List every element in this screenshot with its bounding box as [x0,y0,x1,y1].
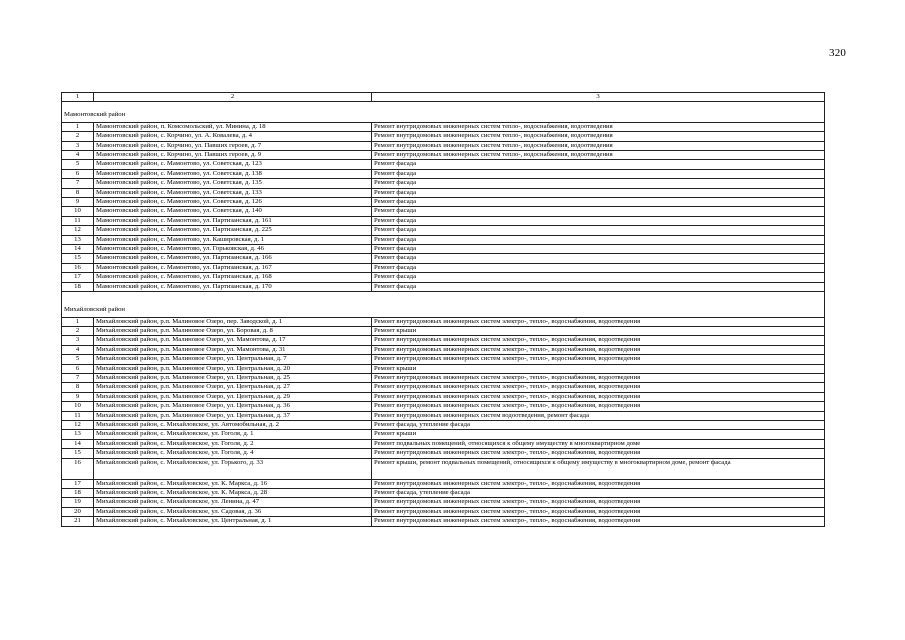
row-number: 21 [62,517,94,526]
table-row [62,188,825,197]
table-row [62,373,825,382]
row-number: 20 [62,507,94,516]
table-row [62,141,825,150]
row-work-type: Ремонт внутридомовых инженерных систем электро-, тепло-, водоснабжения, водоотведения [372,449,825,458]
row-address: Мамонтовский район, п. Комсомольский, ул. Минина, д. 18 [94,122,372,131]
row-number: 18 [62,489,94,498]
row-address: Михайловский район, с. Михайловское, ул. Гоголя, д. 1 [94,430,372,439]
row-address: Мамонтовский район, с. Мамонтово, ул. Советская, д. 135 [94,179,372,188]
row-number: 19 [62,498,94,507]
row-address: Мамонтовский район, с. Корчино, ул. Павших героев, д. 7 [94,141,372,150]
table-body [62,93,825,527]
row-work-type: Ремонт фасада [372,282,825,291]
table-row [62,355,825,364]
row-address: Мамонтовский район, с. Мамонтово, ул. Горьковская, д. 46 [94,245,372,254]
spacer-cell [62,102,825,112]
row-work-type: Ремонт фасада [372,235,825,244]
table-row [62,383,825,392]
table-row [62,282,825,291]
table-row [62,132,825,141]
row-number: 18 [62,282,94,291]
row-work-type: Ремонт крыши, ремонт подвальных помещений, относящихся к общему имуществу в многоквартирном доме, ремонт фасада [372,458,825,479]
row-number: 11 [62,411,94,420]
row-number: 3 [62,141,94,150]
row-work-type: Ремонт внутридомовых инженерных систем электро-, тепло-, водоснабжения, водоотведения [372,336,825,345]
row-work-type: Ремонт внутридомовых инженерных систем электро-, тепло-, водоснабжения, водоотведения [372,317,825,326]
table-row [62,226,825,235]
row-number: 1 [62,122,94,131]
row-work-type: Ремонт крыши [372,430,825,439]
row-address: Михайловский район, р.п. Малиновое Озеро, ул. Мамонтова, д. 31 [94,345,372,354]
row-number: 5 [62,160,94,169]
row-address: Михайловский район, р.п. Малиновое Озеро, ул. Центральная, д. 29 [94,392,372,401]
table-row [62,402,825,411]
row-address: Мамонтовский район, с. Корчино, ул. Павших героев, д. 9 [94,151,372,160]
row-address: Михайловский район, р.п. Малиновое Озеро, ул. Мамонтова, д. 17 [94,336,372,345]
row-number: 12 [62,420,94,429]
table-row [62,507,825,516]
row-number: 13 [62,235,94,244]
row-number: 15 [62,449,94,458]
row-work-type: Ремонт внутридомовых инженерных систем тепло-, водоснабжения, водоотведения [372,132,825,141]
table-row [62,198,825,207]
row-address: Михайловский район, с. Михайловское, ул. Гоголя, д. 4 [94,449,372,458]
row-work-type: Ремонт внутридомовых инженерных систем электро-, тепло-, водоснабжения, водоотведения [372,355,825,364]
row-number: 3 [62,336,94,345]
row-work-type: Ремонт внутридомовых инженерных систем электро-, тепло-, водоснабжения, водоотведения [372,402,825,411]
row-work-type: Ремонт внутридомовых инженерных систем электро-, тепло-, водоснабжения, водоотведения [372,383,825,392]
row-address: Михайловский район, с. Михайловское, ул. К. Маркса, д. 28 [94,489,372,498]
row-number: 12 [62,226,94,235]
row-number: 6 [62,169,94,178]
table-row [62,364,825,373]
row-address: Мамонтовский район, с. Мамонтово, ул. Партизанская, д. 167 [94,263,372,272]
row-number: 10 [62,402,94,411]
repair-register-table [61,92,825,527]
row-address: Михайловский район, р.п. Малиновое Озеро, ул. Центральная, д. 37 [94,411,372,420]
row-number: 10 [62,207,94,216]
row-number: 13 [62,430,94,439]
row-address: Михайловский район, с. Михайловское, ул. Гоголя, д. 2 [94,439,372,448]
row-number: 6 [62,364,94,373]
table-row [62,345,825,354]
row-address: Мамонтовский район, с. Мамонтово, ул. Партизанская, д. 161 [94,216,372,225]
row-work-type: Ремонт внутридомовых инженерных систем электро-, тепло-, водоснабжения, водоотведения [372,517,825,526]
row-number: 17 [62,479,94,488]
district-row [62,111,825,122]
row-address: Мамонтовский район, с. Мамонтово, ул. Советская, д. 138 [94,169,372,178]
table-row [62,169,825,178]
column-number-1: 1 [62,93,94,102]
row-work-type: Ремонт внутридомовых инженерных систем тепло-, водоснабжения, водоотведения [372,151,825,160]
row-address: Михайловский район, с. Михайловское, ул. К. Маркса, д. 16 [94,479,372,488]
table-row [62,160,825,169]
row-address: Михайловский район, р.п. Малиновое Озеро, ул. Центральная, д. 36 [94,402,372,411]
row-work-type: Ремонт фасада [372,179,825,188]
row-work-type: Ремонт фасада [372,169,825,178]
row-work-type: Ремонт внутридомовых инженерных систем электро-, тепло-, водоснабжения, водоотведения [372,373,825,382]
row-work-type: Ремонт фасада [372,207,825,216]
table-row [62,216,825,225]
row-work-type: Ремонт фасада [372,216,825,225]
row-address: Михайловский район, р.п. Малиновое Озеро, ул. Центральная, д. 7 [94,355,372,364]
column-numbers-row [62,93,825,102]
spacer-cell [62,292,825,307]
table-row [62,263,825,272]
row-number: 5 [62,355,94,364]
table-row [62,517,825,526]
column-number-2: 2 [94,93,372,102]
table-row [62,245,825,254]
row-number: 14 [62,245,94,254]
table-row [62,489,825,498]
table-row [62,336,825,345]
row-work-type: Ремонт крыши [372,364,825,373]
table-row [62,392,825,401]
table-row [62,207,825,216]
row-work-type: Ремонт фасада, утепление фасада [372,489,825,498]
row-work-type: Ремонт фасада [372,245,825,254]
row-address: Михайловский район, с. Михайловское, ул. Автомобильная, д. 2 [94,420,372,429]
row-address: Михайловский район, р.п. Малиновое Озеро, пер. Заводской, д. 1 [94,317,372,326]
row-address: Мамонтовский район, с. Мамонтово, ул. Советская, д. 133 [94,188,372,197]
district-row [62,306,825,317]
row-work-type: Ремонт внутридомовых инженерных систем электро-, тепло-, водоснабжения, водоотведения [372,392,825,401]
district-name: Мамонтовский район [62,111,825,122]
row-work-type: Ремонт фасада [372,160,825,169]
table-row [62,420,825,429]
column-number-3: 3 [372,93,825,102]
row-address: Мамонтовский район, с. Мамонтово, ул. Партизанская, д. 166 [94,254,372,263]
page-number: 320 [829,47,847,59]
row-number: 15 [62,254,94,263]
table-row [62,479,825,488]
row-work-type: Ремонт внутридомовых инженерных систем водоотведения, ремонт фасада [372,411,825,420]
row-work-type: Ремонт крыши [372,326,825,335]
row-work-type: Ремонт фасада [372,263,825,272]
row-address: Мамонтовский район, с. Мамонтово, ул. Советская, д. 126 [94,198,372,207]
row-address: Михайловский район, с. Михайловское, ул. Садовая, д. 36 [94,507,372,516]
row-number: 7 [62,179,94,188]
row-work-type: Ремонт внутридомовых инженерных систем электро-, тепло-, водоснабжения, водоотведения [372,498,825,507]
row-address: Михайловский район, с. Михайловское, ул. Центральная, д. 1 [94,517,372,526]
row-work-type: Ремонт фасада [372,188,825,197]
row-work-type: Ремонт внутридомовых инженерных систем тепло-, водоснабжения, водоотведения [372,122,825,131]
row-address: Мамонтовский район, с. Мамонтово, ул. Кашировская, д. 1 [94,235,372,244]
table-row [62,254,825,263]
row-number: 9 [62,198,94,207]
row-number: 4 [62,345,94,354]
table-row [62,439,825,448]
row-address: Михайловский район, р.п. Малиновое Озеро, ул. Боровая, д. 8 [94,326,372,335]
table-row [62,498,825,507]
table-row [62,411,825,420]
row-number: 9 [62,392,94,401]
table-row [62,273,825,282]
spacer-row [62,102,825,112]
table-row [62,179,825,188]
row-number: 17 [62,273,94,282]
row-work-type: Ремонт фасада [372,254,825,263]
table-row [62,235,825,244]
row-number: 2 [62,326,94,335]
row-work-type: Ремонт фасада, утепление фасада [372,420,825,429]
row-work-type: Ремонт фасада [372,273,825,282]
row-number: 8 [62,188,94,197]
row-address: Михайловский район, р.п. Малиновое Озеро, ул. Центральная, д. 27 [94,383,372,392]
row-address: Михайловский район, р.п. Малиновое Озеро, ул. Центральная, д. 25 [94,373,372,382]
row-address: Мамонтовский район, с. Мамонтово, ул. Партизанская, д. 170 [94,282,372,291]
row-number: 16 [62,263,94,272]
row-address: Михайловский район, с. Михайловское, ул. Горького, д. 33 [94,458,372,479]
row-work-type: Ремонт внутридомовых инженерных систем электро-, тепло-, водоснабжения, водоотведения [372,345,825,354]
table-row [62,449,825,458]
table-row [62,151,825,160]
row-work-type: Ремонт фасада [372,226,825,235]
table-row [62,430,825,439]
row-work-type: Ремонт фасада [372,198,825,207]
row-address: Мамонтовский район, с. Корчино, ул. А. Ковалева, д. 4 [94,132,372,141]
row-number: 1 [62,317,94,326]
row-number: 14 [62,439,94,448]
row-number: 7 [62,373,94,382]
row-address: Михайловский район, р.п. Малиновое Озеро, ул. Центральная, д. 20 [94,364,372,373]
row-address: Михайловский район, с. Михайловское, ул. Ленина, д. 47 [94,498,372,507]
row-work-type: Ремонт подвальных помещений, относящихся к общему имуществу в многоквартирном доме [372,439,825,448]
row-number: 2 [62,132,94,141]
row-number: 16 [62,458,94,479]
row-work-type: Ремонт внутридомовых инженерных систем тепло-, водоснабжения, водоотведения [372,141,825,150]
row-address: Мамонтовский район, с. Мамонтово, ул. Партизанская, д. 225 [94,226,372,235]
row-number: 8 [62,383,94,392]
row-work-type: Ремонт внутридомовых инженерных систем электро-, тепло-, водоснабжения, водоотведения [372,479,825,488]
row-number: 4 [62,151,94,160]
row-address: Мамонтовский район, с. Мамонтово, ул. Советская, д. 123 [94,160,372,169]
row-address: Мамонтовский район, с. Мамонтово, ул. Партизанская, д. 168 [94,273,372,282]
row-work-type: Ремонт внутридомовых инженерных систем электро-, тепло-, водоснабжения, водоотведения [372,507,825,516]
table-row [62,317,825,326]
table-row [62,326,825,335]
row-address: Мамонтовский район, с. Мамонтово, ул. Советская, д. 140 [94,207,372,216]
district-name: Михайловский район [62,306,825,317]
table-row [62,458,825,479]
spacer-row [62,292,825,307]
row-number: 11 [62,216,94,225]
table-row [62,122,825,131]
